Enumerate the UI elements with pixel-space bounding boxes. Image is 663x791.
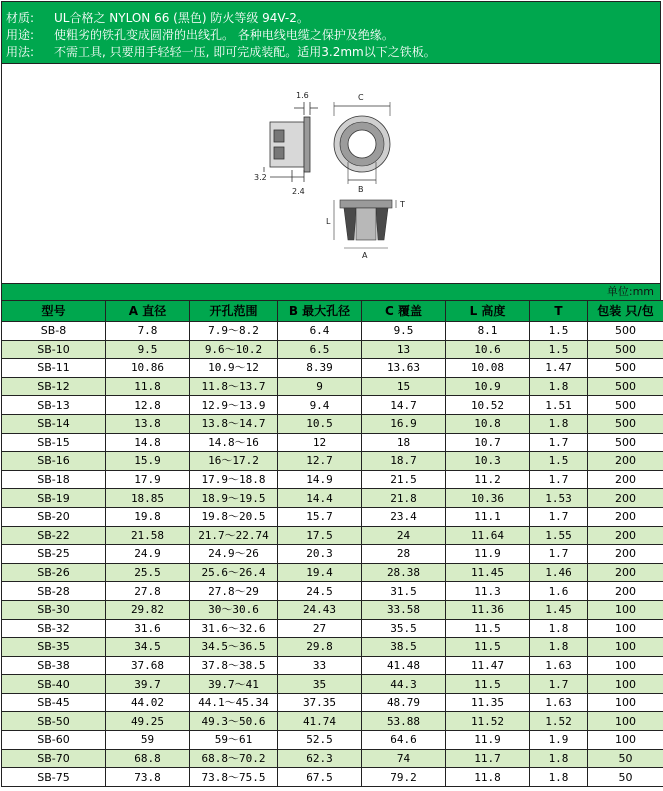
table-cell: 11.1 [446, 507, 530, 526]
table-cell: 200 [588, 582, 663, 601]
spec-table [1, 300, 663, 787]
bushing-drawing-area [1, 64, 661, 283]
table-cell: 39.7 [106, 675, 190, 694]
table-cell: 24 [362, 526, 446, 545]
table-cell: 9.5 [106, 340, 190, 359]
table-cell: 44.02 [106, 693, 190, 712]
table-cell: 21.58 [106, 526, 190, 545]
table-cell: 52.5 [278, 731, 362, 750]
column-header: T [530, 301, 588, 322]
table-row [2, 600, 663, 619]
table-cell: 14.8 [106, 433, 190, 452]
table-cell: 1.8 [530, 768, 588, 787]
table-cell: 11.8 [446, 768, 530, 787]
table-cell: 35 [278, 675, 362, 694]
bushing-technical-drawing [252, 82, 422, 262]
table-cell: 16.9 [362, 414, 446, 433]
column-header: 开孔范围 [190, 301, 278, 322]
table-cell: 100 [588, 600, 663, 619]
table-cell: 200 [588, 563, 663, 582]
table-row [2, 582, 663, 601]
material-label: 材质: [6, 11, 35, 25]
table-row [2, 359, 663, 378]
table-cell: 19.4 [278, 563, 362, 582]
table-cell: SB-28 [2, 582, 106, 601]
dim-16-label: 1.6 [296, 91, 309, 100]
table-cell: SB-22 [2, 526, 106, 545]
table-cell: 37.68 [106, 656, 190, 675]
table-cell: 13 [362, 340, 446, 359]
dim-l-label: L [326, 217, 331, 226]
table-cell: 1.8 [530, 414, 588, 433]
table-cell: SB-50 [2, 712, 106, 731]
front-view-drawing [334, 102, 390, 184]
table-cell: SB-8 [2, 322, 106, 341]
usage-text: 使粗劣的铁孔变成圆滑的出线孔。 各种电线电缆之保护及绝缘。 [54, 28, 394, 42]
table-cell: 1.5 [530, 452, 588, 471]
table-cell: 13.8～14.7 [190, 414, 278, 433]
table-cell: 1.7 [530, 433, 588, 452]
table-cell: 1.7 [530, 507, 588, 526]
table-row [2, 470, 663, 489]
table-cell: 1.6 [530, 582, 588, 601]
table-cell: 31.5 [362, 582, 446, 601]
table-cell: 39.7～41 [190, 675, 278, 694]
table-cell: 30～30.6 [190, 600, 278, 619]
table-cell: 11.52 [446, 712, 530, 731]
table-cell: 10.9～12 [190, 359, 278, 378]
table-cell: 200 [588, 507, 663, 526]
table-cell: 13.63 [362, 359, 446, 378]
table-cell: 1.9 [530, 731, 588, 750]
table-cell: 200 [588, 526, 663, 545]
table-cell: 500 [588, 322, 663, 341]
table-cell: 49.3～50.6 [190, 712, 278, 731]
product-spec-sheet [1, 1, 661, 787]
table-cell: 21.8 [362, 489, 446, 508]
table-cell: SB-25 [2, 545, 106, 564]
table-cell: 44.1～45.34 [190, 693, 278, 712]
table-cell: 14.4 [278, 489, 362, 508]
table-cell: 1.8 [530, 377, 588, 396]
table-cell: 37.35 [278, 693, 362, 712]
table-cell: 18.9～19.5 [190, 489, 278, 508]
table-cell: 6.5 [278, 340, 362, 359]
table-cell: 1.8 [530, 749, 588, 768]
table-cell: 21.7～22.74 [190, 526, 278, 545]
table-cell: 48.79 [362, 693, 446, 712]
table-cell: 200 [588, 452, 663, 471]
column-header: B 最大孔径 [278, 301, 362, 322]
table-row [2, 322, 663, 341]
table-cell: 500 [588, 340, 663, 359]
table-cell: 17.9～18.8 [190, 470, 278, 489]
table-row [2, 433, 663, 452]
dim-a-label: A [362, 251, 368, 260]
table-cell: 53.88 [362, 712, 446, 731]
table-cell: 6.4 [278, 322, 362, 341]
table-cell: 200 [588, 545, 663, 564]
usage-line [6, 27, 656, 44]
table-cell: 33 [278, 656, 362, 675]
table-cell: SB-45 [2, 693, 106, 712]
table-cell: 27.8～29 [190, 582, 278, 601]
table-cell: 1.5 [530, 322, 588, 341]
table-cell: 35.5 [362, 619, 446, 638]
table-row [2, 749, 663, 768]
table-cell: 21.5 [362, 470, 446, 489]
table-cell: SB-14 [2, 414, 106, 433]
table-cell: SB-38 [2, 656, 106, 675]
table-cell: SB-18 [2, 470, 106, 489]
table-cell: 1.47 [530, 359, 588, 378]
table-cell: SB-32 [2, 619, 106, 638]
table-cell: 11.2 [446, 470, 530, 489]
table-cell: 8.1 [446, 322, 530, 341]
table-cell: 14.9 [278, 470, 362, 489]
column-header: 型号 [2, 301, 106, 322]
table-cell: 49.25 [106, 712, 190, 731]
table-cell: 23.4 [362, 507, 446, 526]
table-cell: 25.5 [106, 563, 190, 582]
table-cell: 20.3 [278, 545, 362, 564]
table-cell: 50 [588, 749, 663, 768]
section-view-drawing [334, 200, 396, 248]
table-cell: 59 [106, 731, 190, 750]
table-cell: 11.35 [446, 693, 530, 712]
table-cell: 24.9～26 [190, 545, 278, 564]
table-cell: 500 [588, 377, 663, 396]
table-row [2, 396, 663, 415]
table-cell: 1.55 [530, 526, 588, 545]
table-row [2, 693, 663, 712]
table-cell: 1.7 [530, 470, 588, 489]
table-row [2, 731, 663, 750]
table-row [2, 563, 663, 582]
table-cell: 11.3 [446, 582, 530, 601]
table-cell: 10.9 [446, 377, 530, 396]
table-cell: 11.8～13.7 [190, 377, 278, 396]
table-cell: 29.82 [106, 600, 190, 619]
info-panel [1, 1, 661, 64]
table-cell: 100 [588, 619, 663, 638]
table-cell: 100 [588, 712, 663, 731]
table-cell: 64.6 [362, 731, 446, 750]
table-cell: 14.8～16 [190, 433, 278, 452]
table-cell: 24.9 [106, 545, 190, 564]
table-cell: 1.52 [530, 712, 588, 731]
method-text: 不需工具, 只要用手轻轻一压, 即可完成装配。适用3.2mm以下之铁板。 [54, 45, 436, 59]
dim-32-label: 3.2 [254, 173, 267, 182]
table-cell: 18 [362, 433, 446, 452]
method-label: 用法: [6, 45, 35, 59]
table-cell: 10.6 [446, 340, 530, 359]
table-cell: SB-12 [2, 377, 106, 396]
table-cell: 10.7 [446, 433, 530, 452]
table-cell: 11.64 [446, 526, 530, 545]
table-body [2, 322, 663, 787]
table-cell: SB-40 [2, 675, 106, 694]
table-cell: 12 [278, 433, 362, 452]
table-cell: SB-75 [2, 768, 106, 787]
table-cell: 24.43 [278, 600, 362, 619]
table-cell: 500 [588, 433, 663, 452]
table-cell: SB-60 [2, 731, 106, 750]
table-cell: 16～17.2 [190, 452, 278, 471]
dim-t-label: T [400, 200, 405, 209]
column-header: A 直径 [106, 301, 190, 322]
table-cell: 28 [362, 545, 446, 564]
table-cell: SB-19 [2, 489, 106, 508]
table-cell: 500 [588, 414, 663, 433]
table-cell: 50 [588, 768, 663, 787]
table-row [2, 489, 663, 508]
table-cell: 100 [588, 638, 663, 657]
column-header: L 高度 [446, 301, 530, 322]
table-cell: 1.63 [530, 656, 588, 675]
table-row [2, 377, 663, 396]
table-cell: 18.7 [362, 452, 446, 471]
table-cell: 11.5 [446, 638, 530, 657]
table-cell: 38.5 [362, 638, 446, 657]
table-cell: 27 [278, 619, 362, 638]
table-cell: SB-26 [2, 563, 106, 582]
table-cell: 34.5～36.5 [190, 638, 278, 657]
table-cell: 73.8 [106, 768, 190, 787]
table-cell: 10.5 [278, 414, 362, 433]
table-cell: 11.9 [446, 731, 530, 750]
table-row [2, 526, 663, 545]
table-cell: 1.53 [530, 489, 588, 508]
table-cell: 100 [588, 693, 663, 712]
table-cell: 13.8 [106, 414, 190, 433]
table-cell: 29.8 [278, 638, 362, 657]
table-cell: 59～61 [190, 731, 278, 750]
table-row [2, 545, 663, 564]
table-cell: 10.8 [446, 414, 530, 433]
table-cell: 1.5 [530, 340, 588, 359]
table-cell: 12.7 [278, 452, 362, 471]
table-cell: SB-13 [2, 396, 106, 415]
column-header: 包装 只/包 [588, 301, 663, 322]
table-cell: 17.5 [278, 526, 362, 545]
table-cell: 11.5 [446, 619, 530, 638]
table-cell: 79.2 [362, 768, 446, 787]
table-cell: 10.86 [106, 359, 190, 378]
table-cell: 41.48 [362, 656, 446, 675]
table-cell: 200 [588, 489, 663, 508]
table-cell: 7.9～8.2 [190, 322, 278, 341]
side-view-drawing [264, 102, 318, 182]
table-cell: 11.9 [446, 545, 530, 564]
table-cell: 9.4 [278, 396, 362, 415]
table-cell: 34.5 [106, 638, 190, 657]
table-cell: 9.5 [362, 322, 446, 341]
table-cell: 11.47 [446, 656, 530, 675]
column-header: C 覆盖 [362, 301, 446, 322]
table-cell: 27.8 [106, 582, 190, 601]
table-cell: 17.9 [106, 470, 190, 489]
material-text: UL合格之 NYLON 66 (黑色) 防火等级 94V-2。 [54, 11, 309, 25]
table-cell: 73.8～75.5 [190, 768, 278, 787]
material-line [6, 10, 656, 27]
table-cell: SB-10 [2, 340, 106, 359]
table-cell: 11.36 [446, 600, 530, 619]
table-cell: 500 [588, 359, 663, 378]
table-cell: 12.9～13.9 [190, 396, 278, 415]
table-cell: SB-16 [2, 452, 106, 471]
table-cell: 1.63 [530, 693, 588, 712]
table-cell: 100 [588, 656, 663, 675]
table-cell: SB-70 [2, 749, 106, 768]
table-cell: 10.3 [446, 452, 530, 471]
table-row [2, 452, 663, 471]
table-cell: 1.51 [530, 396, 588, 415]
table-cell: 8.39 [278, 359, 362, 378]
dim-b-label: B [358, 185, 364, 194]
table-cell: 67.5 [278, 768, 362, 787]
table-row [2, 619, 663, 638]
table-cell: 1.8 [530, 638, 588, 657]
dim-24-label: 2.4 [292, 187, 305, 196]
table-cell: 31.6～32.6 [190, 619, 278, 638]
table-cell: 11.5 [446, 675, 530, 694]
table-cell: 15 [362, 377, 446, 396]
table-cell: 12.8 [106, 396, 190, 415]
table-cell: 11.45 [446, 563, 530, 582]
table-row [2, 675, 663, 694]
table-cell: 14.7 [362, 396, 446, 415]
table-row [2, 638, 663, 657]
table-row [2, 712, 663, 731]
table-cell: 68.8～70.2 [190, 749, 278, 768]
unit-label: 单位:mm [1, 283, 661, 300]
table-cell: SB-30 [2, 600, 106, 619]
table-cell: 9.6～10.2 [190, 340, 278, 359]
table-cell: 100 [588, 675, 663, 694]
table-cell: 11.8 [106, 377, 190, 396]
table-cell: 7.8 [106, 322, 190, 341]
table-cell: 10.52 [446, 396, 530, 415]
table-header-row [2, 301, 663, 322]
table-cell: 10.36 [446, 489, 530, 508]
table-row [2, 507, 663, 526]
table-cell: SB-35 [2, 638, 106, 657]
table-cell: SB-20 [2, 507, 106, 526]
table-cell: 24.5 [278, 582, 362, 601]
table-cell: 9 [278, 377, 362, 396]
table-cell: 100 [588, 731, 663, 750]
table-row [2, 414, 663, 433]
table-cell: 15.9 [106, 452, 190, 471]
usage-label: 用途: [6, 28, 35, 42]
table-cell: 28.38 [362, 563, 446, 582]
table-cell: 19.8 [106, 507, 190, 526]
method-line [6, 44, 656, 61]
table-cell: 1.7 [530, 545, 588, 564]
table-cell: SB-11 [2, 359, 106, 378]
table-row [2, 340, 663, 359]
table-cell: 41.74 [278, 712, 362, 731]
table-row [2, 768, 663, 787]
table-cell: 33.58 [362, 600, 446, 619]
table-cell: 74 [362, 749, 446, 768]
table-cell: 11.7 [446, 749, 530, 768]
table-cell: 1.46 [530, 563, 588, 582]
table-cell: 31.6 [106, 619, 190, 638]
table-cell: 44.3 [362, 675, 446, 694]
table-cell: 68.8 [106, 749, 190, 768]
table-cell: 37.8～38.5 [190, 656, 278, 675]
table-cell: 200 [588, 470, 663, 489]
table-cell: 1.7 [530, 675, 588, 694]
table-cell: 25.6～26.4 [190, 563, 278, 582]
table-cell: 1.8 [530, 619, 588, 638]
dim-c-label: C [358, 93, 364, 102]
table-cell: 15.7 [278, 507, 362, 526]
table-cell: SB-15 [2, 433, 106, 452]
table-cell: 62.3 [278, 749, 362, 768]
table-cell: 500 [588, 396, 663, 415]
table-cell: 18.85 [106, 489, 190, 508]
table-cell: 1.45 [530, 600, 588, 619]
table-row [2, 656, 663, 675]
table-cell: 10.08 [446, 359, 530, 378]
table-cell: 19.8～20.5 [190, 507, 278, 526]
